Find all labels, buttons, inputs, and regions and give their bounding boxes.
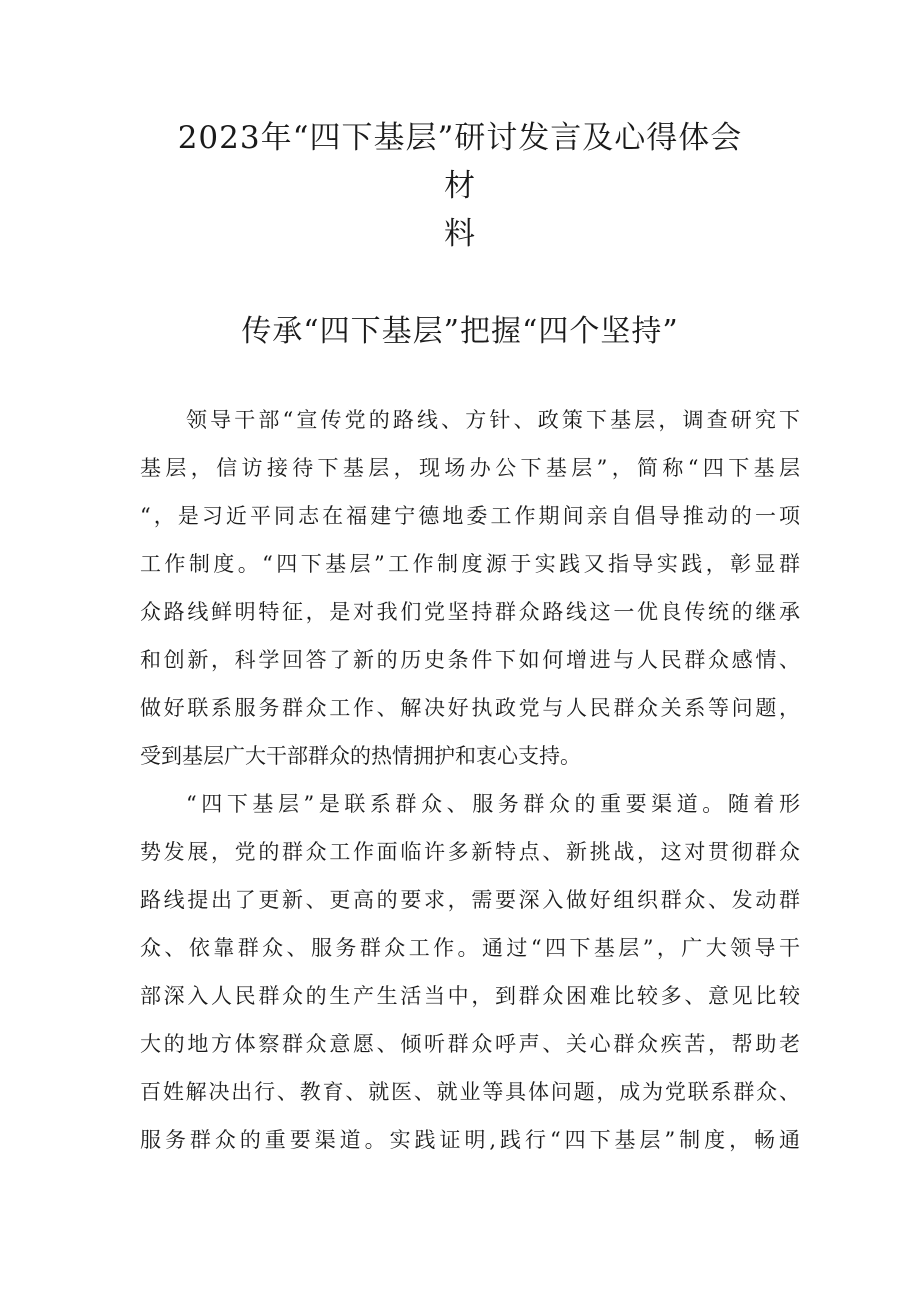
document-subtitle: 传承“四下基层”把握“四个坚持”	[241, 314, 679, 349]
paragraph-1-line: 受到基层广大干部群众的热情拥护和衷心支持。	[140, 744, 581, 768]
document-title-line-2: 材	[444, 168, 476, 204]
paragraph-1-line: 基层，信访接待下基层，现场办公下基层”，简称“四下基层	[140, 456, 800, 480]
paragraph-1-line: 做好联系服务群众工作、解决好执政党与人民群众关系等问题，	[140, 696, 800, 720]
paragraph-1-line: 领导干部“宣传党的路线、方针、政策下基层，调查研究下	[186, 408, 800, 432]
paragraph-1-line: “，是习近平同志在福建宁德地委工作期间亲自倡导推动的一项	[140, 504, 800, 528]
paragraph-1-line: 工作制度。“四下基层”工作制度源于实践又指导实践，彰显群	[140, 552, 800, 576]
paragraph-2-line: “四下基层”是联系群众、服务群众的重要渠道。随着形	[186, 792, 800, 816]
paragraph-2-line: 众、依靠群众、服务群众工作。通过“四下基层”，广大领导干	[140, 936, 800, 960]
paragraph-2-line: 势发展，党的群众工作面临许多新特点、新挑战，这对贯彻群众	[140, 840, 800, 864]
paragraph-2-line: 部深入人民群众的生产生活当中，到群众困难比较多、意见比较	[140, 984, 800, 1008]
document-title-line-3: 料	[444, 216, 476, 252]
paragraph-2-line: 路线提出了更新、更高的要求，需要深入做好组织群众、发动群	[140, 888, 800, 912]
paragraph-2-line: 百姓解决出行、教育、就医、就业等具体问题，成为党联系群众、	[140, 1080, 800, 1104]
paragraph-1-line: 众路线鲜明特征，是对我们党坚持群众路线这一优良传统的继承	[140, 600, 800, 624]
document-title-line-1: 2023年“四下基层”研讨发言及心得体会	[177, 120, 743, 156]
paragraph-2-line: 服务群众的重要渠道。实践证明,践行“四下基层”制度，畅通	[140, 1128, 800, 1152]
paragraph-1-line: 和创新，科学回答了新的历史条件下如何增进与人民群众感情、	[140, 648, 800, 672]
paragraph-2-line: 大的地方体察群众意愿、倾听群众呼声、关心群众疾苦，帮助老	[140, 1032, 800, 1056]
